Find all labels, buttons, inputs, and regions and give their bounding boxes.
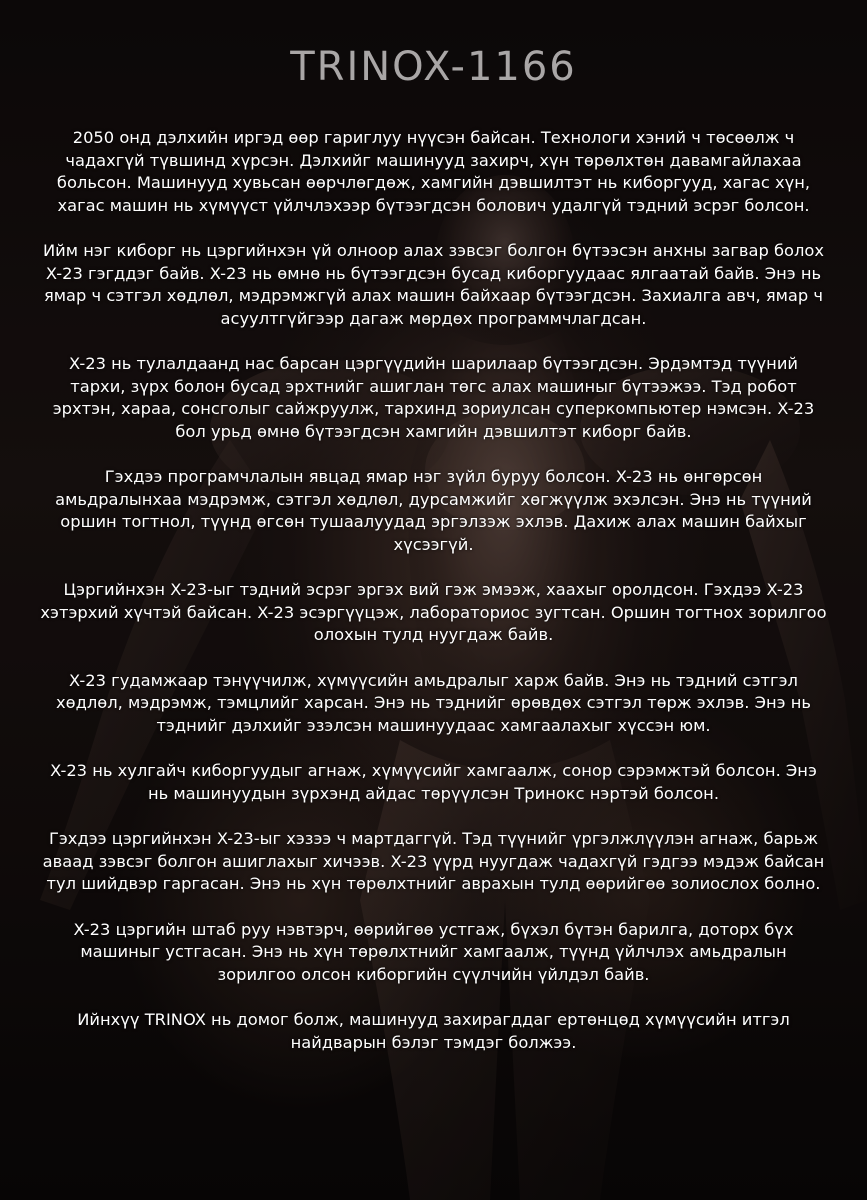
paragraph: X-23 нь хулгайч киборгуудыг агнаж, хүмүүсийг хамгаалж, сонор сэрэмжтэй болсон. Энэ нь машинуудын зүрхэнд айдас төрүүлсэн Тринокс нэртэй болсон.	[50, 761, 817, 803]
paragraph: Гэхдээ цэргийнхэн X-23-ыг хэзээ ч мартдаггүй. Тэд түүнийг үргэлжлүүлэн агнаж, барьж аваад зэвсэг болгон ашиглахыг хичээв. X-23 үүрд нуугдаж чадахгүй гэдгээ мэдэж байсан тул шийдвэр гаргасан. Энэ нь хүн төрөлхтнийг аврахын тулд өөрийгөө золиослох болно.	[42, 829, 825, 893]
paragraph: Гэхдээ програмчлалын явцад ямар нэг зүйл буруу болсон. X-23 нь өнгөрсөн амьдралынхаа мэдрэмж, сэтгэл хөдлөл, дурсамжийг хөгжүүлж эхэлсэн. Энэ нь түүний оршин тогтнол, түүнд өгсөн тушаалуудад эргэлзэж эхлэв. Дахиж алах машин байхыг хүсээгүй.	[55, 467, 812, 554]
paragraph: 2050 онд дэлхийн иргэд өөр гариглуу нүүсэн байсан. Технологи хэний ч төсөөлж ч чадахгүй түвшинд хүрсэн. Дэлхийг машинууд захирч, хүн төрөлхтөн давамгайлахаа больсон. Машинууд хувьсан өөрчлөгдөж, хамгийн дэвшилтэт нь киборгууд, хагас хүн, хагас машин нь хүмүүст үйлчлэхээр бүтээгдсэн болович удалгүй тэдний эсрэг болсон.	[56, 128, 811, 215]
paragraph: Цэргийнхэн X-23-ыг тэдний эсрэг эргэх вий гэж эмээж, хаахыг оролдсон. Гэхдээ X-23 хэтэрхий хүчтэй байсан. X-23 эсэргүүцэж, лабораториос зугтсан. Оршин тогтнох зорилгоо олохын тулд нуугдаж байв.	[40, 580, 827, 644]
paragraph: Ийм нэг киборг нь цэргийнхэн үй олноор алах зэвсэг болгон бүтээсэн анхны загвар болох X-23 гэгддэг байв. X-23 нь өмнө нь бүтээгдсэн бусад киборгуудаас ялгаатай байв. Энэ нь ямар ч сэтгэл хөдлөл, мэдрэмжгүй алах машин байхаар бүтээгдсэн. Захиалга авч, ямар ч асуултгүйгээр дагаж мөрдөх программчлагдсан.	[42, 241, 825, 328]
paragraph: Ийнхүү TRINOX нь домог болж, машинууд захирагддаг ертөнцөд хүмүүсийн итгэл найдварын бэлэг тэмдэг болжээ.	[77, 1010, 790, 1052]
story-text	[40, 127, 827, 1077]
paragraph: X-23 цэргийн штаб руу нэвтэрч, өөрийгөө устгаж, бүхэл бүтэн барилга, доторх бүх машиныг устгасан. Энэ нь хүн төрөлхтнийг хамгаалж, түүнд үйлчлэх амьдралын зорилгоо олсон киборгийн сүүлчийн үйлдэл байв.	[73, 919, 794, 984]
page-title: TRINOX-1166	[290, 44, 577, 90]
paragraph: X-23 гудамжаар тэнүүчилж, хүмүүсийн амьдралыг харж байв. Энэ нь тэдний сэтгэл хөдлөл, мэдрэмж, тэмцлийг харсан. Энэ нь тэднийг өрөвдөх сэтгэл төрж эхлэв. Энэ нь тэднийг дэлхийг эзэлсэн машинуудаас хамгаалахыг хүссэн юм.	[56, 670, 811, 735]
paragraph: X-23 нь тулалдаанд нас барсан цэргүүдийн шарилаар бүтээгдсэн. Эрдэмтэд түүний тархи, зүрх болон бусад эрхтнийг ашиглан төгс алах машиныг бүтээжээ. Тэд робот эрхтэн, хараа, сонсголыг сайжруулж, тархинд зориулсан суперкомпьютер нэмсэн. X-23 бол урьд өмнө бүтээгдсэн хамгийн дэвшилтэт киборг байв.	[52, 354, 815, 441]
